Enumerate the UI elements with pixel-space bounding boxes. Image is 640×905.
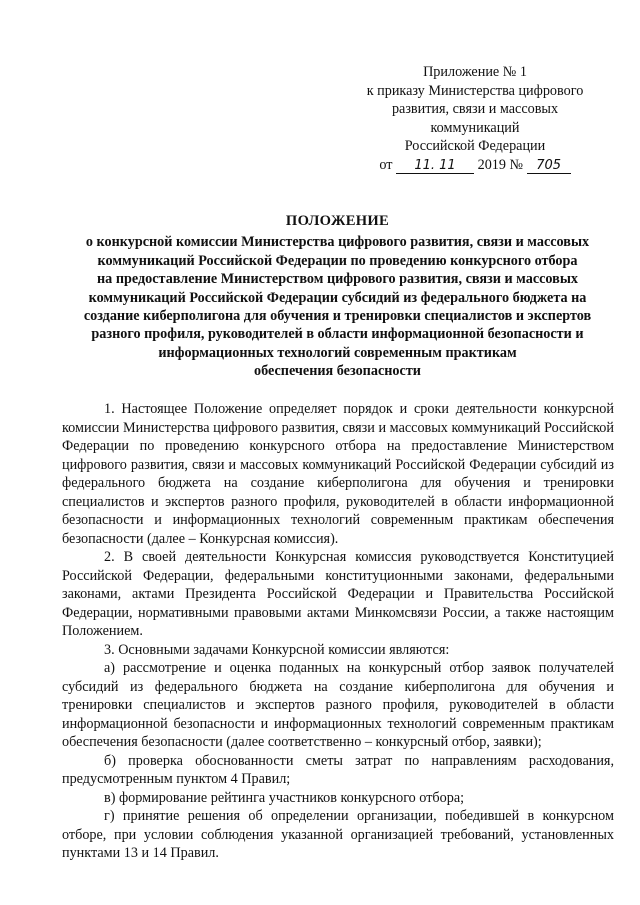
date-prefix: от bbox=[379, 156, 393, 173]
heading-line: разного профиля, руководителей в области информационной безопасности и bbox=[91, 326, 584, 343]
paragraph-3d: г) принятие решения об определении организации, победившей в конкурсном отборе, при условии соблюдения указанной организацией требований, установленных пунктами 13 и 14 Правил. bbox=[62, 808, 614, 861]
appendix-ministry-line-2: коммуникаций bbox=[430, 119, 520, 136]
paragraph-3a: а) рассмотрение и оценка поданных на конкурсный отбор заявок получателей субсидий из федерального бюджета на создание киберполигона для обучения и тренировки специалистов и экспертов разного профиля, руководителей в области информационной безопасности и информационных технологий современным практикам обеспечения безопасности (далее соответственно – конкурсный отбор, заявки); bbox=[62, 660, 614, 750]
handwritten-order-number: 705 bbox=[527, 159, 571, 174]
paragraph-1: 1. Настоящее Положение определяет порядок и сроки деятельности конкурсной комиссии Министерства цифрового развития, связи и массовых коммуникаций Российской Федерации по проведению конкурсного отбора на предоставление Министерством цифрового развития, связи и массовых коммуникаций Российской Федерации субсидий из федерального бюджета на создание киберполигона для обучения и тренировки специалистов и экспертов разного профиля, руководителей в области информационной безопасности и информационных технологий современным практикам обеспечения безопасности (далее – Конкурсная комиссия). bbox=[62, 401, 614, 547]
heading-line: обеспечения безопасности bbox=[254, 363, 421, 380]
appendix-block bbox=[330, 63, 620, 174]
handwritten-date: 11. 11 bbox=[396, 159, 474, 174]
paragraph-3c: в) формирование рейтинга участников конкурсного отбора; bbox=[104, 789, 465, 806]
heading-line: информационных технологий современным практикам bbox=[158, 344, 517, 361]
heading-line: коммуникаций Российской Федерации субсидий из федерального бюджета на bbox=[88, 289, 587, 306]
appendix-order-ref: к приказу Министерства цифрового bbox=[366, 82, 584, 99]
heading-line: о конкурсной комиссии Министерства цифрового развития, связи и массовых bbox=[85, 234, 590, 251]
heading-line: создание киберполигона для обучения и тренировки специалистов и экспертов bbox=[83, 308, 592, 325]
appendix-country: Российской Федерации bbox=[404, 138, 546, 154]
heading-line: на предоставление Министерством цифрового развития, связи и массовых bbox=[97, 271, 578, 288]
appendix-number: Приложение № 1 bbox=[423, 64, 527, 80]
paragraph-2: 2. В своей деятельности Конкурсная комиссия руководствуется Конституцией Российской Федерации, федеральными конституционными законами, федеральными законами, актами Президента Российской Федерации и Правительства Российской Федерации, нормативными правовыми актами Минкомсвязи России, а также настоящим Положением. bbox=[62, 549, 614, 639]
number-label: № bbox=[509, 156, 524, 173]
document-title: ПОЛОЖЕНИЕ bbox=[285, 213, 390, 229]
heading-line: коммуникаций Российской Федерации по проведению конкурсного отбора bbox=[97, 252, 578, 269]
document-heading bbox=[40, 212, 635, 381]
paragraph-3: 3. Основными задачами Конкурсной комиссии являются: bbox=[104, 641, 450, 658]
order-year: 2019 bbox=[477, 156, 506, 173]
order-date-line bbox=[330, 156, 620, 175]
paragraph-3b: б) проверка обоснованности сметы затрат по направлениям расходования, предусмотренным пунктом 4 Правил; bbox=[62, 752, 614, 787]
document-body bbox=[62, 400, 614, 863]
appendix-ministry-line: развития, связи и массовых bbox=[391, 101, 559, 117]
